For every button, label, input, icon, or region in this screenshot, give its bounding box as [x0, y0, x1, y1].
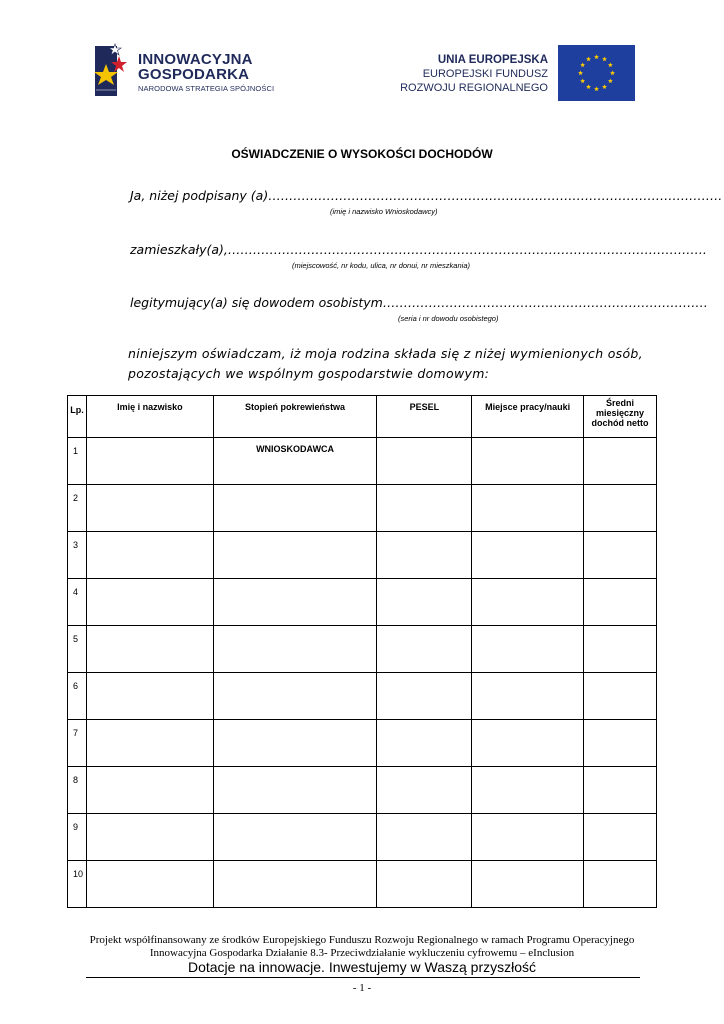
header-relation: Stopień pokrewieństwa [213, 396, 377, 438]
eu-star-icon [610, 70, 615, 75]
row-lp: 2 [68, 485, 87, 532]
row-name-cell[interactable] [86, 626, 213, 673]
row-lp: 5 [68, 626, 87, 673]
table-row [68, 485, 657, 532]
table-row [68, 438, 657, 485]
row-income-cell[interactable] [584, 485, 657, 532]
row-pesel-cell[interactable] [377, 720, 472, 767]
row-lp: 8 [68, 767, 87, 814]
eu-star-icon [602, 57, 607, 62]
row-workplace-cell[interactable] [472, 626, 584, 673]
row-income-cell[interactable] [584, 438, 657, 485]
logo-title-line1: INNOWACYJNA [138, 51, 253, 68]
eu-star-icon [608, 78, 613, 83]
eu-star-icon [602, 84, 607, 89]
row-name-cell[interactable] [86, 673, 213, 720]
row-income-cell[interactable] [584, 626, 657, 673]
row-relation-cell [213, 532, 377, 579]
row-name-cell[interactable] [86, 532, 213, 579]
document-title: OŚWIADCZENIE O WYSOKOŚCI DOCHODÓW [231, 147, 493, 161]
row-relation-cell [213, 861, 377, 908]
row-lp: 4 [68, 579, 87, 626]
eu-line2: EUROPEJSKI FUNDUSZ [422, 68, 548, 80]
row-workplace-cell[interactable] [472, 720, 584, 767]
footer-funding-note [0, 934, 724, 960]
table-row [68, 532, 657, 579]
row-lp: 3 [68, 532, 87, 579]
header-workplace: Miejsce pracy/nauki [472, 396, 584, 438]
logo-subtitle: NARODOWA STRATEGIA SPÓJNOŚCI [138, 84, 275, 93]
name-field-hint: (imię i nazwisko Wnioskodawcy) [330, 207, 438, 216]
row-name-cell[interactable] [86, 579, 213, 626]
logo-title-line2: GOSPODARKA [138, 66, 250, 83]
row-workplace-cell[interactable] [472, 767, 584, 814]
table-row [68, 579, 657, 626]
innowacyjna-gospodarka-logo [92, 40, 292, 102]
row-relation-cell [213, 485, 377, 532]
statement-text [128, 344, 668, 384]
row-workplace-cell[interactable] [472, 579, 584, 626]
footer-slogan: Dotacje na innowacje. Inwestujemy w Waszą przyszłość [187, 959, 537, 975]
row-name-cell[interactable] [86, 861, 213, 908]
row-lp: 6 [68, 673, 87, 720]
header-pesel: PESEL [377, 396, 472, 438]
row-income-cell[interactable] [584, 532, 657, 579]
row-relation-cell: WNIOSKODAWCA [213, 438, 377, 485]
row-workplace-cell[interactable] [472, 861, 584, 908]
row-lp: 7 [68, 720, 87, 767]
row-workplace-cell[interactable] [472, 532, 584, 579]
row-pesel-cell[interactable] [377, 626, 472, 673]
eu-flag-icon [558, 45, 635, 101]
table-row [68, 626, 657, 673]
footer-line1: Projekt współfinansowany ze środków Europejskiego Funduszu Rozwoju Regionalnego w ramach Programu Operacyjnego [89, 934, 635, 946]
row-relation-cell [213, 626, 377, 673]
row-relation-cell [213, 767, 377, 814]
row-pesel-cell[interactable] [377, 814, 472, 861]
name-field-line: Ja, niżej podpisany (a)………………………………………………………………………………………………. [130, 188, 723, 203]
row-pesel-cell[interactable] [377, 579, 472, 626]
row-income-cell[interactable] [584, 579, 657, 626]
row-pesel-cell[interactable] [377, 485, 472, 532]
row-relation-cell [213, 673, 377, 720]
stars-emblem-icon [92, 42, 134, 100]
header-lp: Lp. [68, 396, 87, 438]
table-row [68, 673, 657, 720]
row-pesel-cell[interactable] [377, 861, 472, 908]
eu-star-icon [580, 62, 585, 67]
table-row [68, 767, 657, 814]
row-workplace-cell[interactable] [472, 485, 584, 532]
eu-line1: UNIA EUROPEJSKA [437, 54, 548, 66]
row-income-cell[interactable] [584, 720, 657, 767]
statement-line1: niniejszym oświadczam, iż moja rodzina składa się z niżej wymienionych osób, [128, 346, 643, 361]
header-income: Średni miesięczny dochód netto [584, 396, 657, 438]
row-lp: 10 [68, 861, 87, 908]
id-field-line: legitymujący(a) się dowodem osobistym…………………………………………………………………… [130, 295, 708, 310]
row-name-cell[interactable] [86, 720, 213, 767]
table-header-row [68, 396, 657, 438]
eu-star-icon [580, 78, 585, 83]
row-income-cell[interactable] [584, 767, 657, 814]
row-workplace-cell[interactable] [472, 438, 584, 485]
row-name-cell[interactable] [86, 485, 213, 532]
footer-divider [86, 977, 640, 978]
row-relation-cell [213, 720, 377, 767]
eu-logo-text [400, 53, 548, 95]
header-name: Imię i nazwisko [86, 396, 213, 438]
id-field-hint: (seria i nr dowodu osobistego) [398, 314, 499, 323]
row-pesel-cell[interactable] [377, 767, 472, 814]
statement-line2: pozostających we wspólnym gospodarstwie domowym: [128, 366, 490, 381]
row-relation-cell [213, 814, 377, 861]
row-lp: 1 [68, 438, 87, 485]
row-pesel-cell[interactable] [377, 673, 472, 720]
household-members-table [67, 395, 657, 908]
eu-star-icon [586, 57, 591, 62]
row-pesel-cell[interactable] [377, 438, 472, 485]
eu-star-icon [578, 70, 583, 75]
row-name-cell[interactable] [86, 767, 213, 814]
row-relation-cell [213, 579, 377, 626]
footer-line2: Innowacyjna Gospodarka Działanie 8.3- Przeciwdziałanie wykluczeniu cyfrowemu – eInclusion [149, 947, 575, 959]
eu-star-icon [594, 54, 599, 59]
row-income-cell[interactable] [584, 814, 657, 861]
address-field-line: zamieszkały(a),……………………………………………………………………………………………………. [130, 242, 707, 257]
row-pesel-cell[interactable] [377, 532, 472, 579]
table-row [68, 861, 657, 908]
row-income-cell[interactable] [584, 861, 657, 908]
eu-star-icon [586, 84, 591, 89]
table-row [68, 720, 657, 767]
eu-star-icon [608, 62, 613, 67]
table-row [68, 814, 657, 861]
row-lp: 9 [68, 814, 87, 861]
row-name-cell[interactable] [86, 438, 213, 485]
page-number: - 1 - [352, 982, 372, 994]
eu-star-icon [594, 86, 599, 91]
row-workplace-cell[interactable] [472, 673, 584, 720]
eu-line3: ROZWOJU REGIONALNEGO [400, 82, 548, 94]
row-name-cell[interactable] [86, 814, 213, 861]
address-field-hint: (miejscowość, nr kodu, ulica, nr donui, nr mieszkania) [292, 261, 470, 270]
row-income-cell[interactable] [584, 673, 657, 720]
row-workplace-cell[interactable] [472, 814, 584, 861]
